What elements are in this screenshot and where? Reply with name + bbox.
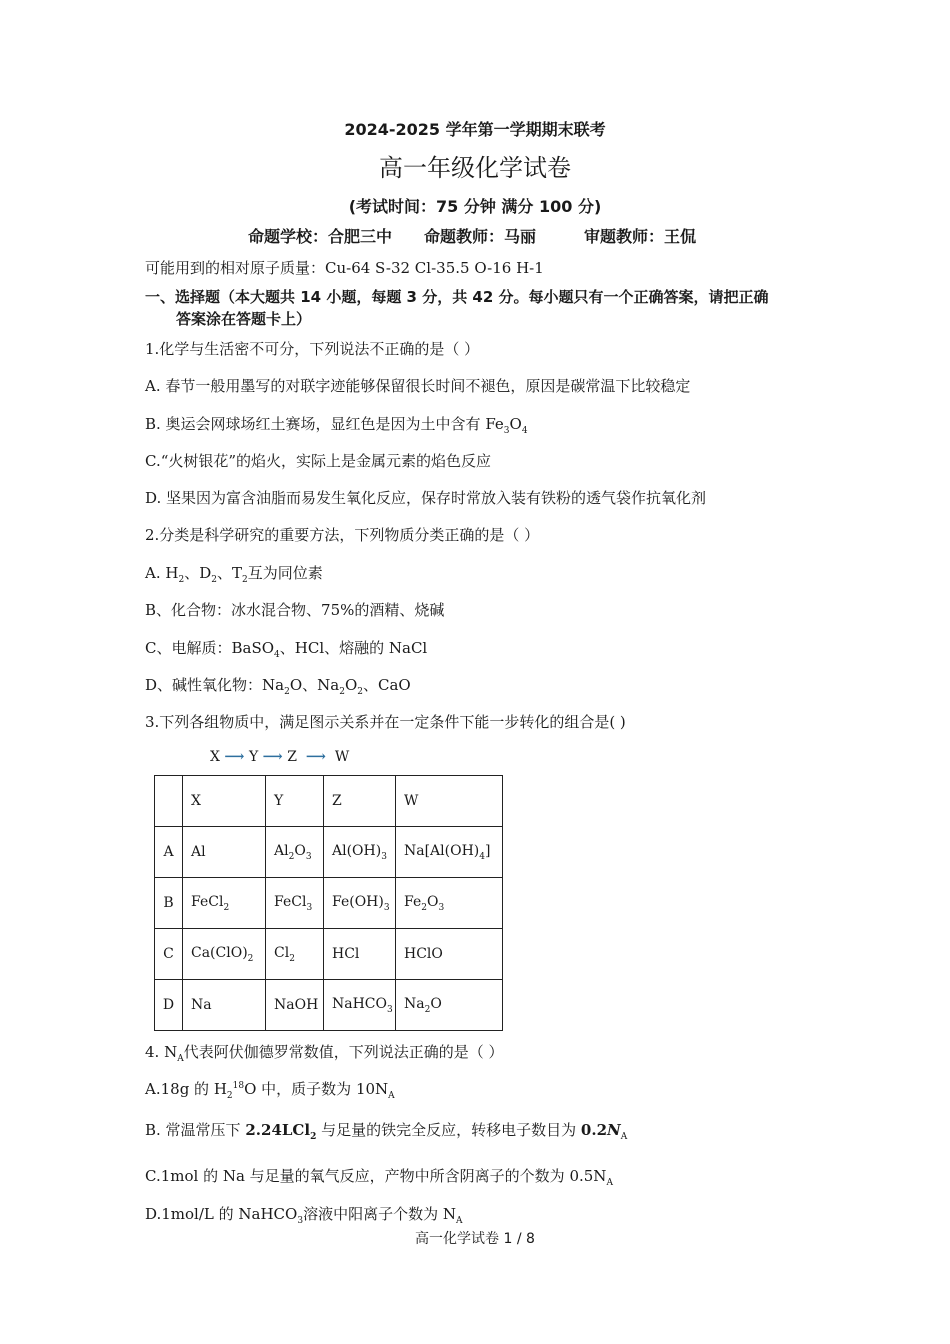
- q2-option-c: C、电解质：BaSO$_4$、HCl、熔融的 NaCl: [145, 639, 428, 660]
- header-w: W: [396, 776, 503, 827]
- row-label: C: [155, 929, 183, 980]
- q4-option-a: A.18g 的 $H_2^{18}O$ 中，质子数为 $10N_A$: [145, 1080, 395, 1101]
- table-cell: $Fe_2O_3$: [396, 878, 503, 929]
- q4-stem: 4. $N_A$代表阿伏伽德罗常数值，下列说法正确的是（ ）: [145, 1043, 504, 1064]
- q1-option-d: D. 坚果因为富含油脂而易发生氧化反应，保存时常放入装有铁粉的透气袋作抗氧化剂: [145, 489, 707, 507]
- table-cell: NaHCO$_3$: [324, 980, 396, 1031]
- arrow-right-icon: ⟶: [224, 749, 245, 765]
- table-row: [155, 827, 503, 878]
- header-y: Y: [266, 776, 324, 827]
- table-cell: $Al_2O_3$: [266, 827, 324, 878]
- table-cell: Na: [183, 980, 266, 1031]
- table-cell: FeCl$_3$: [266, 878, 324, 929]
- reviewer-teacher: 审题教师：王侃: [584, 227, 697, 246]
- table-cell: $Fe(OH)_3$: [324, 878, 396, 929]
- q3-table: [154, 775, 503, 1031]
- table-cell: $Al(OH)_3$: [324, 827, 396, 878]
- table-header-row: [155, 776, 503, 827]
- header-z: Z: [324, 776, 396, 827]
- q4-option-c: C.1mol 的 Na 与足量的氧气反应，产物中所含阴离子的个数为 $0.5N_A$: [145, 1167, 613, 1188]
- q4-option-b: B. 常温常压下 2.24LCl$_2$ 与足量的铁完全反应，转移电子数目为 $0.2N_A$: [145, 1121, 628, 1142]
- table-cell: $Ca(ClO)_2$: [183, 929, 266, 980]
- q3-stem: 3.下列各组物质中，满足图示关系并在一定条件下能一步转化的组合是( ): [145, 713, 626, 731]
- chain-z: Z: [287, 749, 297, 765]
- table-cell: $Na_2O$: [396, 980, 503, 1031]
- q1-option-a: A. 春节一般用墨写的对联字迹能够保留很长时间不褪色，原因是碳常温下比较稳定: [145, 377, 691, 395]
- chain-x: X: [210, 749, 220, 765]
- table-cell: $Cl_2$: [266, 929, 324, 980]
- setter-school: 命题学校：合肥三中: [248, 227, 393, 246]
- chain-y: Y: [248, 749, 259, 765]
- atomic-masses: 可能用到的相对原子质量：Cu-64 S-32 Cl-35.5 O-16 H-1: [145, 259, 544, 277]
- q1-option-c: C.“火树银花”的焰火，实际上是金属元素的焰色反应: [145, 452, 492, 470]
- table-cell: FeCl$_2$: [183, 878, 266, 929]
- table-cell: $Na[Al(OH)_4]$: [396, 827, 503, 878]
- row-label: D: [155, 980, 183, 1031]
- paper-title: 高一年级化学试卷: [379, 154, 571, 182]
- table-row: [155, 980, 503, 1031]
- table-row: [155, 929, 503, 980]
- q4-option-d: D.1mol/L 的 NaHCO$_3$溶液中阳离子个数为 $N_A$: [145, 1205, 463, 1226]
- header-x: X: [183, 776, 266, 827]
- q2-stem: 2.分类是科学研究的重要方法，下列物质分类正确的是（ ）: [145, 526, 540, 544]
- q2-option-a: A. $H_2$、$D_2$、$T_2$互为同位素: [145, 564, 323, 585]
- table-cell: HCl: [324, 929, 396, 980]
- table-cell: [155, 776, 183, 827]
- row-label: A: [155, 827, 183, 878]
- q2-option-d: D、碱性氧化物：$Na_2O$、$Na_2O_2$、CaO: [145, 676, 411, 697]
- table-row: [155, 878, 503, 929]
- q3-conversion-chain: [210, 749, 349, 765]
- section-heading-line1: 一、选择题（本大题共 14 小题，每题 3 分，共 42 分。每小题只有一个正确答案，请把正确: [145, 288, 769, 306]
- q2-option-b: B、化合物：冰水混合物、75%的酒精、烧碱: [145, 601, 445, 619]
- exam-time-score: (考试时间：75 分钟 满分 100 分): [348, 197, 602, 216]
- table-cell: HClO: [396, 929, 503, 980]
- exam-name: 2024-2025 学年第一学期期末联考: [344, 120, 606, 139]
- chain-w: W: [334, 749, 350, 765]
- page-footer: 高一化学试卷 1 / 8: [415, 1231, 535, 1247]
- table-cell: NaOH: [266, 980, 324, 1031]
- setter-teacher: 命题教师：马丽: [424, 227, 537, 246]
- table-cell: Al: [183, 827, 266, 878]
- q1-option-b: B. 奥运会网球场红土赛场，显红色是因为土中含有 $Fe_3O_4$: [145, 415, 528, 436]
- section-heading-line2: 答案涂在答题卡上）: [176, 310, 312, 328]
- arrow-right-icon: ⟶: [262, 749, 283, 765]
- row-label: B: [155, 878, 183, 929]
- q1-stem: 1.化学与生活密不可分，下列说法不正确的是（ ）: [145, 340, 480, 358]
- arrow-right-icon: ⟶: [305, 749, 326, 765]
